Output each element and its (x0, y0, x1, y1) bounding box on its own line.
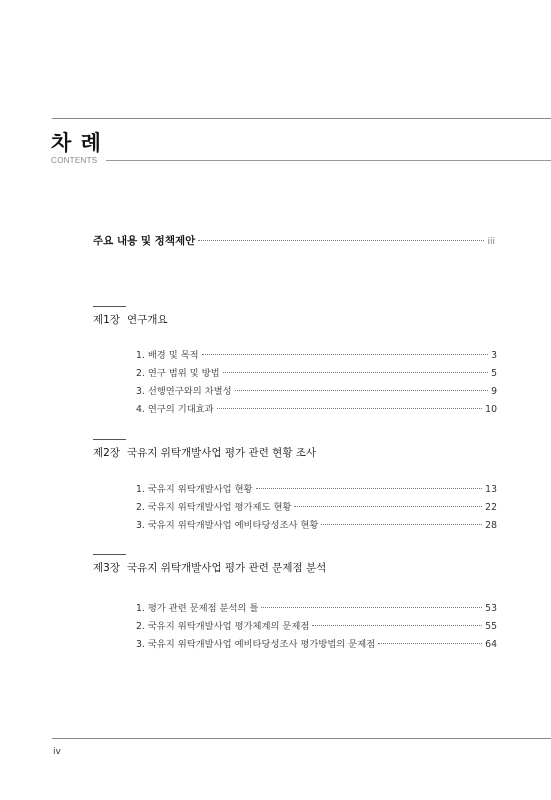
toc-entry-summary[interactable] (93, 233, 495, 248)
toc-entry-label: 1. 평가 관련 문제점 분석의 틀 (136, 603, 259, 614)
footer-rule (52, 738, 551, 739)
leader-dots (312, 625, 482, 626)
toc-entry[interactable] (136, 383, 497, 397)
toc-entry-label: 3. 선행연구와의 차별성 (136, 386, 232, 397)
chapter-title: 국유지 위탁개발사업 평가 관련 문제점 분석 (126, 562, 327, 574)
toc-entry-page: 13 (485, 484, 497, 495)
toc-entry-label: 2. 국유지 위탁개발사업 평가제도 현황 (136, 502, 292, 513)
leader-dots (261, 607, 482, 608)
toc-entry-label: 2. 국유지 위탁개발사업 평가체계의 문제점 (136, 621, 310, 632)
toc-entry-page: 28 (485, 520, 497, 531)
chapter-number: 제3장 (93, 562, 120, 574)
toc-entry-label: 3. 국유지 위탁개발사업 예비타당성조사 현황 (136, 520, 319, 531)
header-sub-rule (106, 160, 551, 161)
chapter-rule (93, 439, 126, 440)
leader-dots (202, 354, 488, 355)
toc-entry[interactable] (136, 365, 497, 379)
toc-entry-label: 3. 국유지 위탁개발사업 예비타당성조사 평가방법의 문제점 (136, 639, 376, 650)
leader-dots (235, 390, 488, 391)
chapter-rule (93, 554, 126, 555)
chapter-heading-3[interactable] (93, 560, 326, 575)
toc-entry[interactable] (136, 600, 497, 614)
toc-entry-page: 3 (491, 350, 497, 361)
toc-entry-page: 9 (491, 386, 497, 397)
page-title: 차 례 (51, 131, 102, 155)
leader-dots (294, 506, 482, 507)
toc-entry-label: 1. 배경 및 목적 (136, 350, 199, 361)
leader-dots (217, 408, 483, 409)
chapter-title: 연구개요 (126, 314, 168, 326)
toc-entry[interactable] (136, 499, 497, 513)
toc-entry-page: 53 (485, 603, 497, 614)
toc-entry[interactable] (136, 517, 497, 531)
toc-entry-page: 64 (485, 639, 497, 650)
chapter-heading-2[interactable] (93, 445, 316, 460)
toc-entry-page: 5 (491, 368, 497, 379)
leader-dots (198, 240, 484, 241)
leader-dots (321, 524, 482, 525)
toc-entry-page: 10 (485, 404, 497, 415)
chapter-number: 제1장 (93, 314, 120, 326)
toc-entry-label: 2. 연구 범위 및 방법 (136, 368, 220, 379)
toc-entry[interactable] (136, 618, 497, 632)
toc-entry[interactable] (136, 347, 497, 361)
toc-entry-page: 55 (485, 621, 497, 632)
toc-entry-page: iii (487, 237, 495, 247)
toc-entry-label: 1. 국유지 위탁개발사업 현황 (136, 484, 253, 495)
leader-dots (256, 488, 483, 489)
chapter-title: 국유지 위탁개발사업 평가 관련 현황 조사 (126, 447, 317, 459)
page-subtitle: CONTENTS (51, 156, 98, 165)
chapter-rule (93, 306, 126, 307)
toc-entry-page: 22 (485, 502, 497, 513)
leader-dots (378, 643, 482, 644)
toc-entry[interactable] (136, 636, 497, 650)
toc-entry[interactable] (136, 401, 497, 415)
chapter-number: 제2장 (93, 447, 120, 459)
chapter-heading-1[interactable] (93, 312, 168, 327)
toc-entry-label: 4. 연구의 기대효과 (136, 404, 214, 415)
toc-entry[interactable] (136, 481, 497, 495)
toc-entry-label: 주요 내용 및 정책제안 (93, 235, 196, 247)
leader-dots (223, 372, 489, 373)
header-top-rule (52, 118, 551, 119)
page-number: iv (53, 747, 61, 757)
